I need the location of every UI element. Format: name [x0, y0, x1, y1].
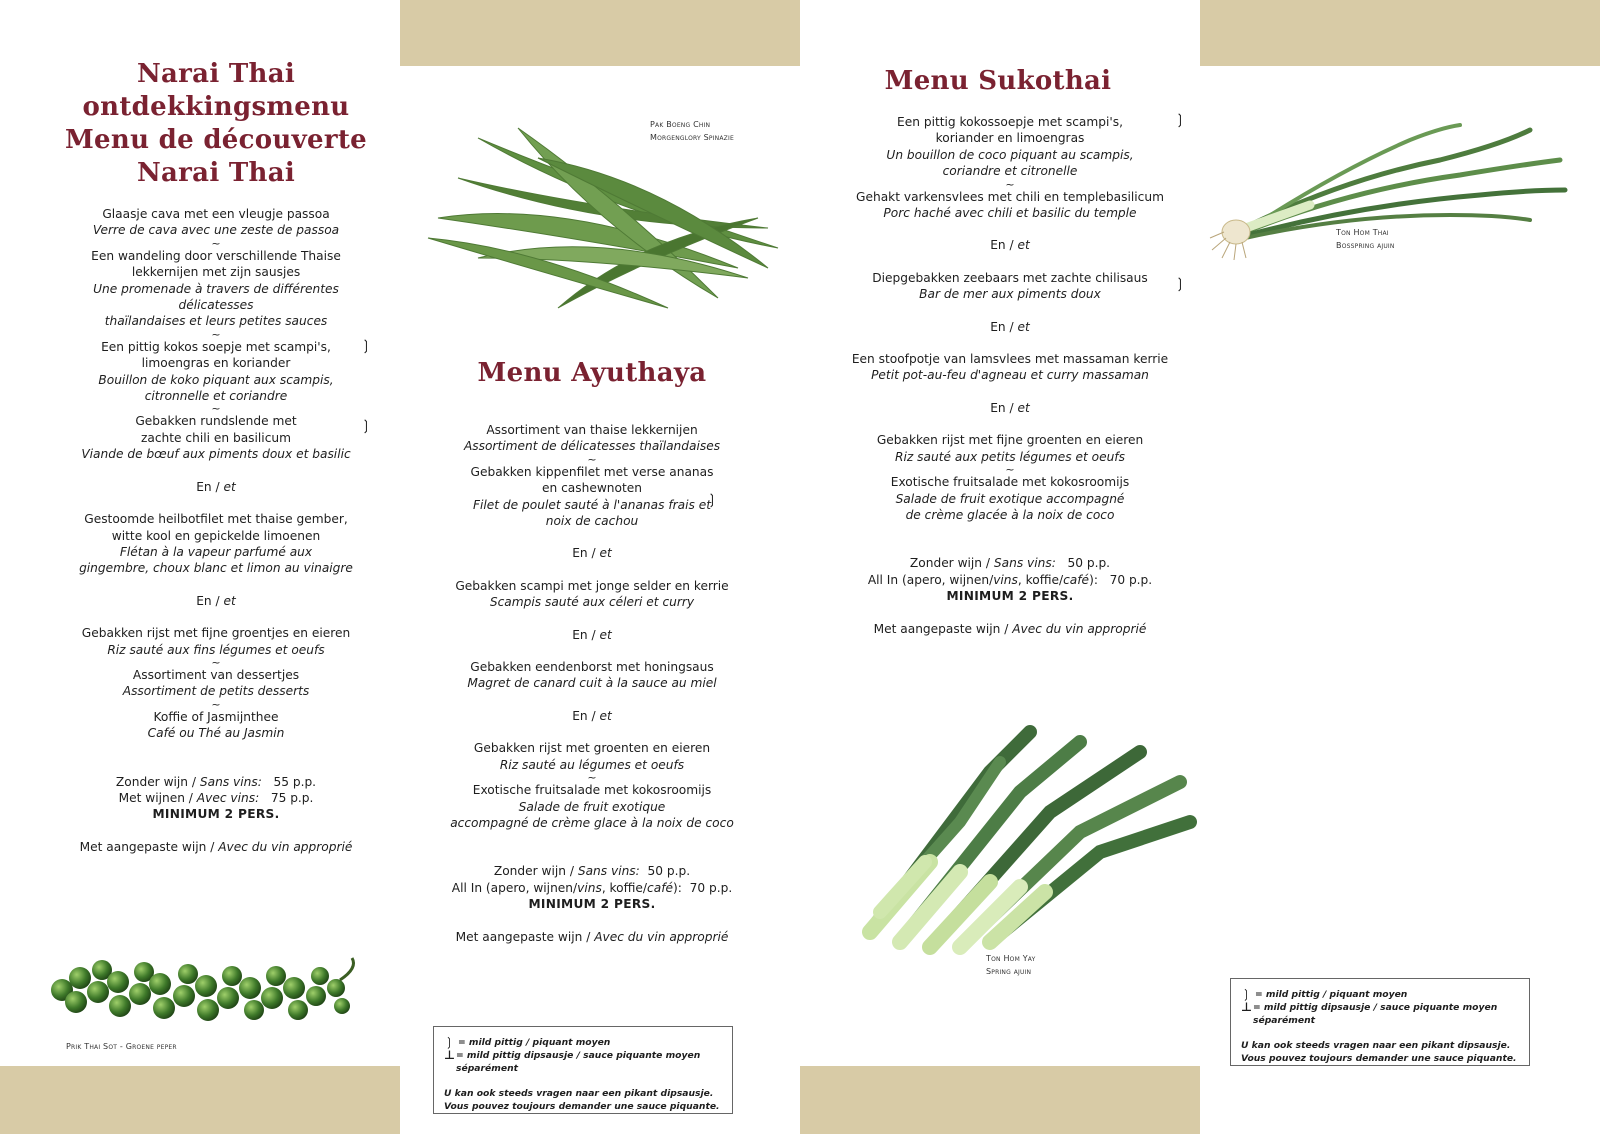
- en-et-divider: [58, 593, 374, 609]
- separator: ~: [1005, 463, 1015, 477]
- course-fr: Filet de poulet sauté à l'ananas frais et noix de cachou: [472, 497, 711, 529]
- separator: ~: [211, 697, 221, 711]
- wine-pairing: [840, 621, 1180, 637]
- price-all-in: [430, 880, 754, 896]
- en-et-divider: [58, 479, 374, 495]
- spacer: [430, 831, 754, 863]
- course-fr: Petit pot-au-feu d'agneau et curry massaman: [871, 368, 1149, 383]
- course-fr: Une promenade à travers de différentes délicatesses thaïlandaises et leurs petites sauces: [93, 281, 339, 329]
- image-caption: [1336, 226, 1395, 252]
- course-nl: Een pittig kokossoepje met scampi's, koriander en limoengras: [897, 115, 1123, 146]
- price-label-fr: café: [1063, 572, 1090, 587]
- course-fr: Riz sauté au légumes et oeufs: [499, 757, 685, 772]
- price-label: Met wijnen /: [118, 790, 197, 805]
- course-fr: Riz sauté aux petits légumes et oeufs: [895, 449, 1125, 464]
- title-line: ontdekkingsmenu: [82, 92, 350, 122]
- chili-icon: ❳: [1241, 987, 1252, 1001]
- en-et-divider: [430, 545, 754, 561]
- et-label: et: [1017, 238, 1030, 253]
- course-fr: Assortiment de petits desserts: [122, 684, 310, 699]
- page-title: Menu Sukothai: [884, 66, 1112, 96]
- caption-line: Bosspring ajuin: [1336, 241, 1395, 250]
- wine-label-fr: Avec du vin approprié: [1012, 621, 1147, 636]
- course-nl: Gestoomde heilbotfilet met thaise gember, witte kool en gepickelde limoenen: [84, 512, 348, 543]
- wine-pairing: [430, 929, 754, 945]
- bottom-band: [0, 1066, 400, 1134]
- en-et-divider: [430, 627, 754, 643]
- price-label: ):: [1089, 572, 1098, 587]
- course-nl: Gebakken eendenborst met honingsaus: [470, 660, 714, 675]
- course-fr: Riz sauté aux fins légumes et oeufs: [107, 642, 325, 657]
- caption-line: Morgenglory Spinazie: [650, 133, 734, 142]
- course-nl: Gebakken rijst met groenten en eieren: [473, 741, 711, 756]
- separator: ~: [211, 402, 221, 416]
- price-label: , koffie/: [601, 880, 648, 895]
- et-label: et: [599, 708, 612, 723]
- legend-note: Vous pouvez toujours demander une sauce piquante.: [444, 1101, 720, 1112]
- course-nl: Gebakken kippenfilet met verse ananas en cashewnoten: [470, 464, 714, 496]
- en-label: En /: [990, 400, 1018, 415]
- price-label: ):: [673, 880, 682, 895]
- legend-text: = mild pittig / piquant moyen: [458, 1037, 611, 1048]
- title-line: Menu de découverte: [64, 125, 368, 155]
- panel-menu-ayuthaya: [400, 0, 800, 1134]
- course-fr: Verre de cava avec une zeste de passoa: [92, 223, 340, 238]
- title-line: Narai Thai: [136, 59, 296, 89]
- course-fr: Salade de fruit exotique accompagné de crème glace à la noix de coco: [450, 799, 734, 830]
- et-label: et: [599, 627, 612, 642]
- spacer: [840, 523, 1180, 555]
- chili-dip-icon: ⊥: [444, 1048, 455, 1062]
- price-without-wine: [430, 863, 754, 879]
- legend-note: U kan ook steeds vragen naar een pikant dipsausje.: [1241, 1040, 1511, 1051]
- wine-pairing: [58, 839, 374, 855]
- spacer: [58, 823, 374, 839]
- caption-line: Spring ajuin: [986, 967, 1032, 976]
- price-label-fr: café: [647, 880, 673, 895]
- separator: ~: [211, 655, 221, 669]
- en-label: En /: [572, 627, 600, 642]
- course-nl: Gebakken rijst met fijne groentjes en eieren: [81, 626, 351, 641]
- course-nl: Een pittig kokos soepje met scampi's, limoengras en koriander: [101, 339, 331, 371]
- separator: ~: [587, 771, 597, 785]
- en-label: En /: [572, 546, 600, 561]
- course-nl: Diepgebakken zeebaars met zachte chilisaus: [872, 270, 1148, 285]
- en-label: En /: [196, 593, 224, 608]
- chili-icon: ❳: [360, 418, 372, 434]
- minimum-persons: MINIMUM 2 PERS.: [528, 897, 656, 912]
- price-label-fr: Sans vins:: [993, 556, 1056, 571]
- legend-row: [444, 1036, 722, 1049]
- spring-onion-image: [840, 712, 1200, 972]
- chili-icon: ❳: [444, 1035, 455, 1049]
- course-fr: Un bouillon de coco piquant au scampis, coriandre et citronelle: [886, 147, 1134, 179]
- course-fr: Flétan à la vapeur parfumé aux gingembre, choux blanc et limon au vinaigre: [79, 544, 353, 576]
- price-label: All In (apero, wijnen/: [867, 572, 994, 587]
- en-et-divider: [840, 400, 1180, 416]
- top-band: [1200, 0, 1600, 66]
- en-label: En /: [572, 708, 600, 723]
- chili-icon: ❳: [360, 338, 372, 354]
- caption-line: Ton Hom Thai: [1336, 228, 1389, 237]
- course-fr: Viande de bœuf aux piments doux et basilic: [81, 447, 351, 462]
- price-label-fr: vins: [577, 880, 602, 895]
- price-without-wine: [840, 555, 1180, 571]
- separator: ~: [211, 327, 221, 341]
- legend-text: = mild pittig dipsausje / sauce piquante moyen séparément: [456, 1050, 701, 1074]
- en-et-divider: [840, 237, 1180, 253]
- course-nl: Een wandeling door verschillende Thaise lekkernijen met zijn sausjes: [91, 248, 341, 280]
- course-nl: Gebakken scampi met jonge selder en kerrie: [455, 578, 729, 593]
- chili-dip-icon: ⊥: [1241, 1000, 1252, 1014]
- course-fr: Magret de canard cuit à la sauce au miel: [467, 676, 717, 691]
- minimum-persons: MINIMUM 2 PERS.: [946, 589, 1074, 604]
- separator: ~: [1005, 177, 1015, 191]
- legend-box: [433, 1026, 733, 1114]
- et-label: et: [223, 593, 236, 608]
- et-label: et: [599, 546, 612, 561]
- price-value: 70 p.p.: [689, 880, 733, 895]
- price-value: 50 p.p.: [1067, 556, 1111, 571]
- legend-row: [1241, 988, 1519, 1001]
- price-all-in: [840, 572, 1180, 588]
- spacer: [58, 742, 374, 774]
- course-fr: Bouillon de koko piquant aux scampis, citronnelle et coriandre: [98, 372, 334, 404]
- course-fr: Café ou Thé au Jasmin: [147, 726, 285, 741]
- green-pepper-image: [40, 950, 370, 1040]
- bosspring-onion-image: [1200, 120, 1600, 270]
- course-nl: Een stoofpotje van lamsvlees met massaman kerrie: [851, 352, 1169, 367]
- spacer: [840, 605, 1180, 621]
- price-label-fr: Sans vins:: [577, 864, 640, 879]
- price-label: Zonder wijn /: [909, 556, 994, 571]
- legend-box: [1230, 978, 1530, 1066]
- en-et-divider: [430, 708, 754, 724]
- course-nl: Gebakken rijst met fijne groenten en eieren: [876, 433, 1144, 448]
- course-fr: Porc haché avec chili et basilic du temple: [883, 206, 1137, 221]
- course-fr: Bar de mer aux piments doux: [919, 287, 1101, 302]
- price-label-fr: vins: [993, 572, 1018, 587]
- chili-icon: ❳: [1174, 112, 1186, 128]
- top-band: [400, 0, 800, 66]
- spacer: [430, 913, 754, 929]
- legend-note: Vous pouvez toujours demander une sauce piquante.: [1241, 1053, 1517, 1064]
- separator: ~: [211, 236, 221, 250]
- price-value: 50 p.p.: [647, 864, 691, 879]
- course-nl: Exotische fruitsalade met kokosroomijs: [890, 475, 1130, 490]
- en-et-divider: [840, 319, 1180, 335]
- page-title: [0, 58, 400, 190]
- separator: ~: [587, 452, 597, 466]
- bottom-band: [800, 1066, 1200, 1134]
- et-label: et: [1017, 400, 1030, 415]
- legend-row: [1241, 1001, 1519, 1027]
- et-label: et: [1017, 319, 1030, 334]
- wine-label: Met aangepaste wijn /: [455, 929, 595, 944]
- en-label: En /: [990, 319, 1018, 334]
- wine-label-fr: Avec du vin approprié: [594, 929, 729, 944]
- course-nl: Gebakken rundslende met zachte chili en basilicum: [135, 414, 297, 445]
- wine-label-fr: Avec du vin approprié: [218, 839, 353, 854]
- image-caption: [650, 118, 734, 144]
- legend-text: = mild pittig / piquant moyen: [1255, 989, 1408, 1000]
- price-label: , koffie/: [1017, 572, 1064, 587]
- et-label: et: [223, 479, 236, 494]
- price-label-fr: Sans vins:: [199, 774, 262, 789]
- price-with-wine: [58, 790, 374, 806]
- price-label-fr: Avec vins:: [196, 790, 260, 805]
- panel-back: [1200, 0, 1600, 1134]
- course-nl: Assortiment van thaise lekkernijen: [486, 423, 698, 437]
- chili-icon: ❳: [1174, 276, 1186, 292]
- course-fr: Assortiment de délicatesses thaïlandaises: [463, 439, 721, 454]
- price-label: All In (apero, wijnen/: [451, 880, 578, 895]
- wine-label: Met aangepaste wijn /: [79, 839, 219, 854]
- course-nl: Gehakt varkensvlees met chili en templebasilicum: [856, 189, 1164, 204]
- price-value: 70 p.p.: [1109, 572, 1153, 587]
- legend-text: = mild pittig dipsausje / sauce piquante moyen séparément: [1253, 1002, 1498, 1026]
- price-without-wine: [58, 774, 374, 790]
- page-title: Menu Ayuthaya: [477, 358, 707, 388]
- course-nl: Assortiment van dessertjes: [132, 667, 300, 682]
- image-caption: Prik Thai Sot - Groene peper: [66, 1042, 177, 1051]
- caption-line: Ton Hom Yay: [986, 954, 1036, 963]
- menu-courses: [58, 206, 374, 855]
- panel-discovery-menu: [0, 0, 400, 1134]
- wine-label: Met aangepaste wijn /: [873, 621, 1013, 636]
- caption-line: Pak Boeng Chin: [650, 120, 711, 129]
- legend-row: [444, 1049, 722, 1075]
- en-label: En /: [196, 479, 224, 494]
- menu-courses: [840, 114, 1180, 637]
- course-fr: Salade de fruit exotique accompagné de crème glacée à la noix de coco: [895, 491, 1125, 522]
- morning-glory-image: [418, 118, 788, 318]
- course-nl: Exotische fruitsalade met kokosroomijs: [472, 783, 712, 798]
- price-value: 75 p.p.: [270, 790, 314, 805]
- title-line: Narai Thai: [136, 158, 296, 188]
- course-nl: Koffie of Jasmijnthee: [153, 709, 279, 724]
- panel-menu-sukothai: [800, 0, 1200, 1134]
- price-label: Zonder wijn /: [115, 774, 200, 789]
- price-value: 55 p.p.: [273, 774, 317, 789]
- en-label: En /: [990, 238, 1018, 253]
- image-caption: [986, 952, 1036, 978]
- course-fr: Scampis sauté aux céleri et curry: [489, 595, 695, 610]
- minimum-persons: MINIMUM 2 PERS.: [152, 807, 280, 822]
- chili-icon: ❳: [706, 492, 718, 508]
- legend-note: U kan ook steeds vragen naar een pikant dipsausje.: [444, 1088, 714, 1099]
- price-label: Zonder wijn /: [493, 864, 578, 879]
- course-nl: Glaasje cava met een vleugje passoa: [102, 207, 330, 221]
